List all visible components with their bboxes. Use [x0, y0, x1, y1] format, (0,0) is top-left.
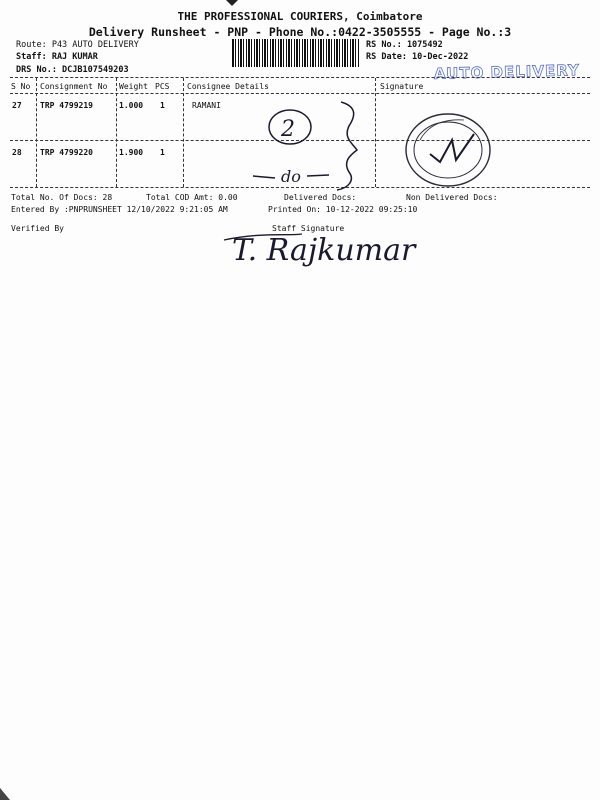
row-consignment: TRP 4799220	[40, 148, 93, 157]
col-divider	[116, 78, 117, 187]
col-header-sno: S No	[11, 82, 31, 91]
bracket-mark	[337, 102, 357, 190]
seal-outer-ring	[406, 114, 490, 186]
handwritten-marks	[245, 100, 375, 195]
signature-scribble	[430, 134, 474, 162]
col-divider	[183, 78, 184, 187]
row-sno: 27	[12, 101, 22, 110]
ditto-mark: do	[281, 167, 301, 186]
header-right	[366, 39, 586, 63]
row-consignment: TRP 4799219	[40, 101, 93, 110]
rs-date-label: RS Date: 10-Dec-2022	[366, 52, 469, 62]
table-header-rule	[10, 93, 590, 94]
col-header-consignment: Consignment No	[40, 82, 108, 91]
delivered-docs: Delivered Docs:	[284, 193, 357, 202]
runsheet-subtitle: Delivery Runsheet - PNP - Phone No.:0422-3505555 - Page No.:3	[88, 25, 512, 39]
dash-mark	[307, 175, 329, 176]
col-divider	[375, 78, 376, 187]
col-header-pcs: PCS	[155, 82, 170, 91]
drs-label: DRS No.: DCJB107549203	[16, 65, 129, 75]
rs-no-label: RS No.: 1075492	[366, 40, 443, 50]
scan-artifact	[224, 0, 240, 8]
staff-signature-text: T. Rajkumar	[232, 233, 416, 268]
verified-by: Verified By	[11, 224, 64, 233]
scan-artifact	[0, 786, 16, 800]
staff-signature-label: Staff Signature	[272, 224, 345, 233]
staff-signature	[222, 222, 452, 274]
total-cod: Total COD Amt: 0.00	[146, 193, 238, 202]
quantity-mark: 2	[281, 117, 295, 142]
route-label: Route: P43 AUTO DELIVERY	[16, 40, 139, 50]
total-docs: Total No. Of Docs: 28	[11, 193, 113, 202]
row-pcs: 1	[160, 148, 165, 157]
barcode	[232, 39, 360, 67]
company-title: THE PROFESSIONAL COURIERS, Coimbatore	[177, 10, 423, 23]
row-sno: 28	[12, 148, 22, 157]
seal-stamp	[402, 110, 494, 190]
col-header-consignee: Consignee Details	[187, 82, 269, 91]
printed-on: Printed On: 10-12-2022 09:25:10	[268, 205, 418, 214]
row-consignee: RAMANI	[192, 101, 221, 110]
col-header-weight: Weight	[119, 82, 148, 91]
seal-inner-ring	[414, 122, 482, 178]
staff-label: Staff: RAJ KUMAR	[16, 52, 98, 62]
col-divider	[36, 78, 37, 187]
auto-delivery-stamp: AUTO DELIVERY	[433, 61, 581, 83]
row-pcs: 1	[160, 101, 165, 110]
col-header-signature: Signature	[380, 82, 424, 91]
row-weight: 1.900	[119, 148, 144, 157]
row-weight: 1.000	[119, 101, 144, 110]
entered-by: Entered By :PNPRUNSHEET 12/10/2022 9:21:05 AM	[11, 205, 228, 214]
table-top-rule	[10, 77, 590, 78]
dash-mark	[253, 176, 275, 178]
non-delivered-docs: Non Delivered Docs:	[406, 193, 498, 202]
header-left	[16, 39, 226, 76]
